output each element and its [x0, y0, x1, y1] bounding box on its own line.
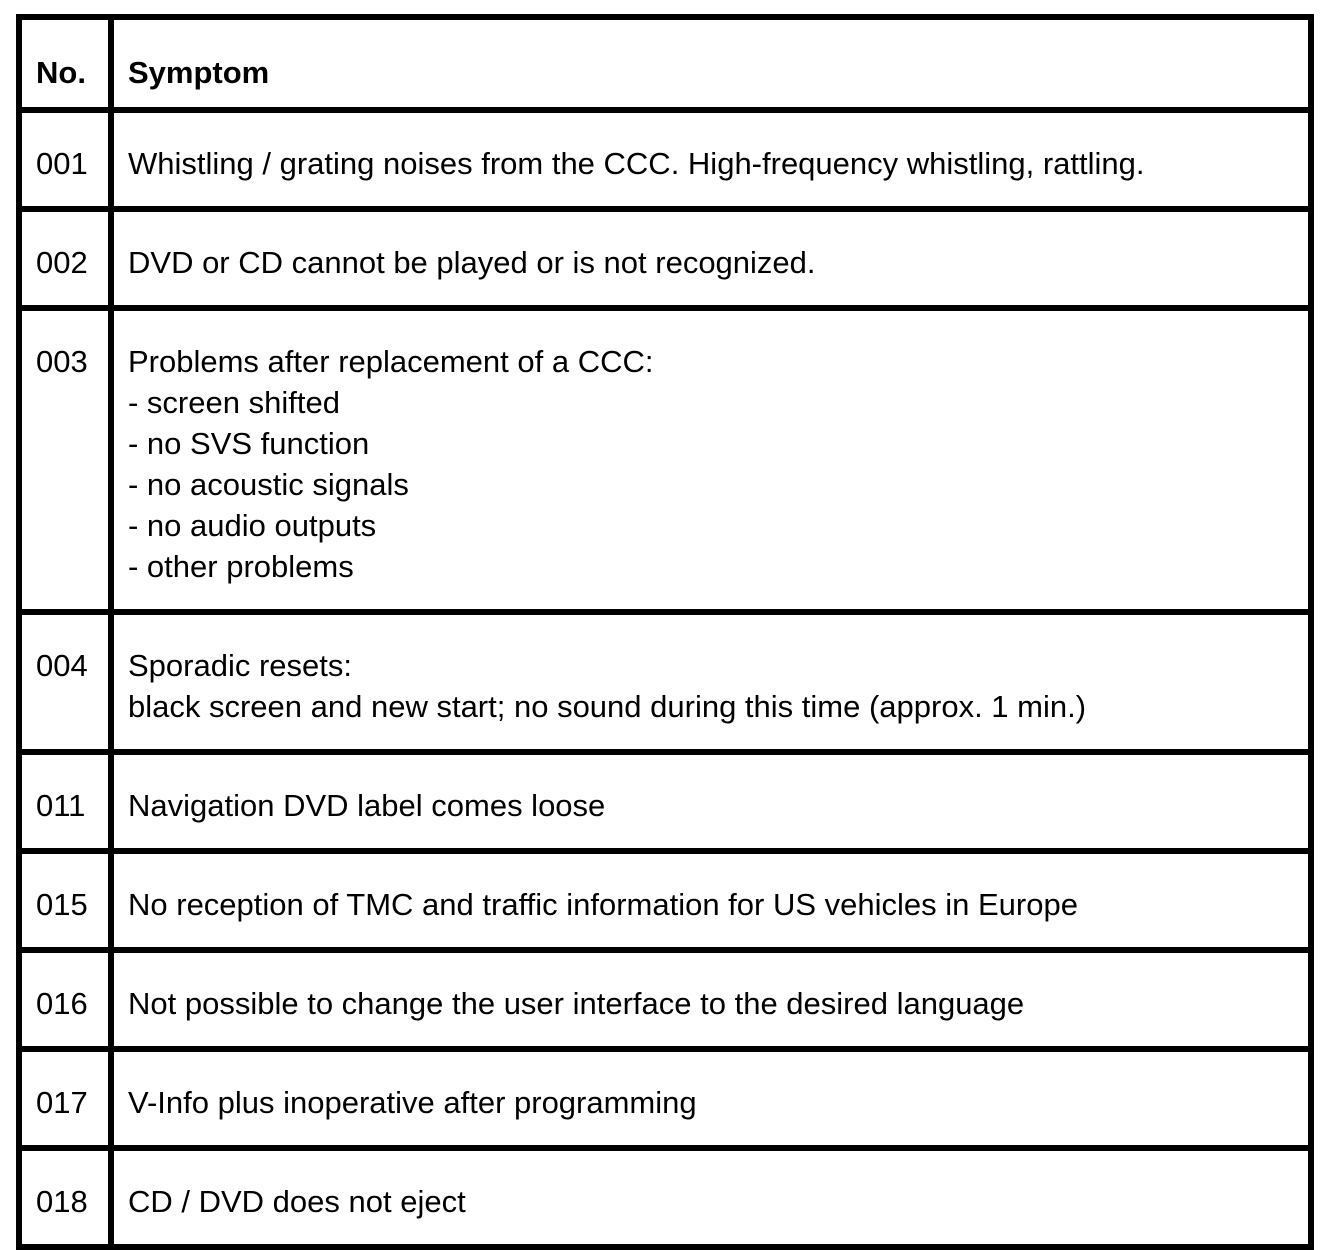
symptom-line: Navigation DVD label comes loose [128, 788, 606, 823]
symptom-line: - screen shifted [128, 385, 340, 420]
symptom-line: - no SVS function [128, 426, 370, 461]
row-number: 003 [19, 308, 111, 612]
symptom-cell [111, 1148, 1311, 1247]
table-row [19, 1148, 1311, 1247]
symptom-line: - other problems [128, 549, 354, 584]
table-row [19, 612, 1311, 752]
table-row [19, 950, 1311, 1049]
symptom-cell [111, 851, 1311, 950]
symptom-cell [111, 950, 1311, 1049]
row-number: 016 [19, 950, 111, 1049]
symptom-cell [111, 752, 1311, 851]
symptom-line: - no audio outputs [128, 508, 377, 543]
table-row [19, 851, 1311, 950]
row-number: 015 [19, 851, 111, 950]
table-row [19, 752, 1311, 851]
symptom-line: Not possible to change the user interface to the desired language [128, 986, 1025, 1021]
row-number: 011 [19, 752, 111, 851]
symptom-cell [111, 1049, 1311, 1148]
table-header-row [19, 17, 1311, 110]
table-row [19, 110, 1311, 209]
symptom-cell [111, 612, 1311, 752]
row-number: 017 [19, 1049, 111, 1148]
table-row [19, 308, 1311, 612]
symptom-cell [111, 209, 1311, 308]
symptom-cell [111, 110, 1311, 209]
symptom-line: DVD or CD cannot be played or is not recognized. [128, 245, 816, 280]
symptom-line: CD / DVD does not eject [128, 1184, 466, 1219]
column-header-no: No. [19, 17, 111, 110]
row-number: 004 [19, 612, 111, 752]
symptom-line: Problems after replacement of a CCC: [128, 344, 654, 379]
column-header-symptom: Symptom [111, 17, 1311, 110]
symptom-line: No reception of TMC and traffic information for US vehicles in Europe [128, 887, 1078, 922]
table-row [19, 1049, 1311, 1148]
symptom-line: - no acoustic signals [128, 467, 409, 502]
table-row [19, 209, 1311, 308]
symptom-line: black screen and new start; no sound during this time (approx. 1 min.) [128, 689, 1087, 724]
symptom-table [16, 14, 1314, 1250]
symptom-line: V-Info plus inoperative after programming [128, 1085, 697, 1120]
row-number: 001 [19, 110, 111, 209]
symptom-line: Sporadic resets: [128, 648, 352, 683]
row-number: 002 [19, 209, 111, 308]
row-number: 018 [19, 1148, 111, 1247]
symptom-line: Whistling / grating noises from the CCC. High-frequency whistling, rattling. [128, 146, 1145, 181]
symptom-cell [111, 308, 1311, 612]
